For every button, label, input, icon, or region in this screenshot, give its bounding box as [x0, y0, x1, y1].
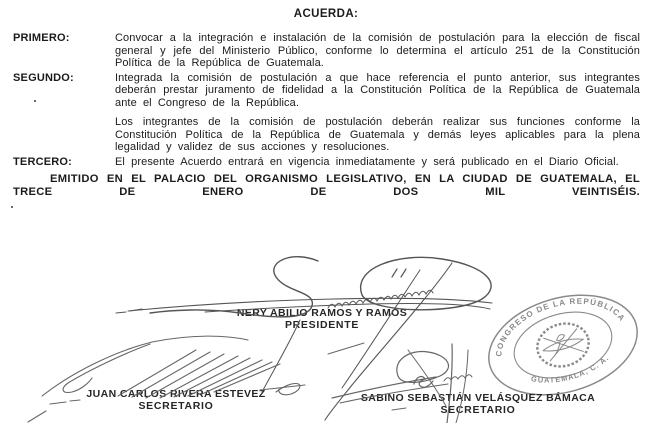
paragraph: El presente Acuerdo entrará en vigencia inmediatamente y será publicado en el Diario Oficial.: [115, 155, 619, 168]
signature-block-secretary-left: [26, 389, 326, 412]
seal-bottom-text: GUATEMALA, C. A.: [530, 353, 611, 385]
paragraph: Los integrantes de la comisión de postulación deberán realizar sus funciones conforme la Constitución Política de la República de Guatemala y demás leyes aplicables para la plena legalidad y validez de sus acciones y resoluciones.: [115, 116, 640, 153]
president-name: NERY ABILIO RAMOS Y RAMOS: [236, 307, 408, 319]
section-primero: [13, 32, 640, 70]
section-segundo: [13, 72, 640, 154]
section-tercero: [13, 156, 640, 169]
congress-seal: [478, 292, 648, 404]
seal-crossed-rifles-icon: [543, 329, 583, 362]
secretary-right-name: SABINO SEBASTIÁN VELÁSQUEZ BÁMACA: [360, 392, 596, 404]
closing-paragraph: EMITIDO EN EL PALACIO DEL ORGANISMO LEGISLATIVO, EN LA CIUDAD DE GUATEMALA, EL TRECE DE ENERO DE DOS MIL VEINTISÉIS.: [13, 173, 640, 198]
paragraph: Convocar a la integración e instalación de la comisión de postulación para la elección de fiscal general y jefe del Ministerio Público, conforme lo determina el artículo 251 de la Constitución Política de la República de Guatemala.: [115, 32, 640, 69]
signature-block-president: [172, 308, 472, 331]
section-tercero-label: TERCERO:: [13, 155, 73, 168]
seal-top-text: CONGRESO DE LA REPÚBLICA: [494, 296, 628, 357]
section-primero-body: [115, 32, 640, 70]
president-title: PRESIDENTE: [284, 318, 360, 331]
secretary-left-name: JUAN CARLOS RIVERA ESTEVEZ: [86, 388, 266, 400]
paragraph: Integrada la comisión de postulación a que hace referencia el punto anterior, sus integrantes deberán prestar juramento de fidelidad a la Constitución Política de la República de Guatemala ante el Congreso de la República.: [115, 71, 640, 109]
svg-text:GUATEMALA, C. A.: [528, 352, 614, 392]
section-tercero-body: [115, 156, 640, 169]
secretary-right-title: SECRETARIO: [440, 403, 516, 416]
signature-block-secretary-right: [318, 393, 638, 416]
section-segundo-label: SEGUNDO:: [13, 71, 74, 84]
document-title: ACUERDA:: [293, 8, 359, 20]
secretary-left-title: SECRETARIO: [138, 399, 214, 412]
section-segundo-body: [115, 72, 640, 154]
section-primero-label: PRIMERO:: [13, 32, 70, 44]
